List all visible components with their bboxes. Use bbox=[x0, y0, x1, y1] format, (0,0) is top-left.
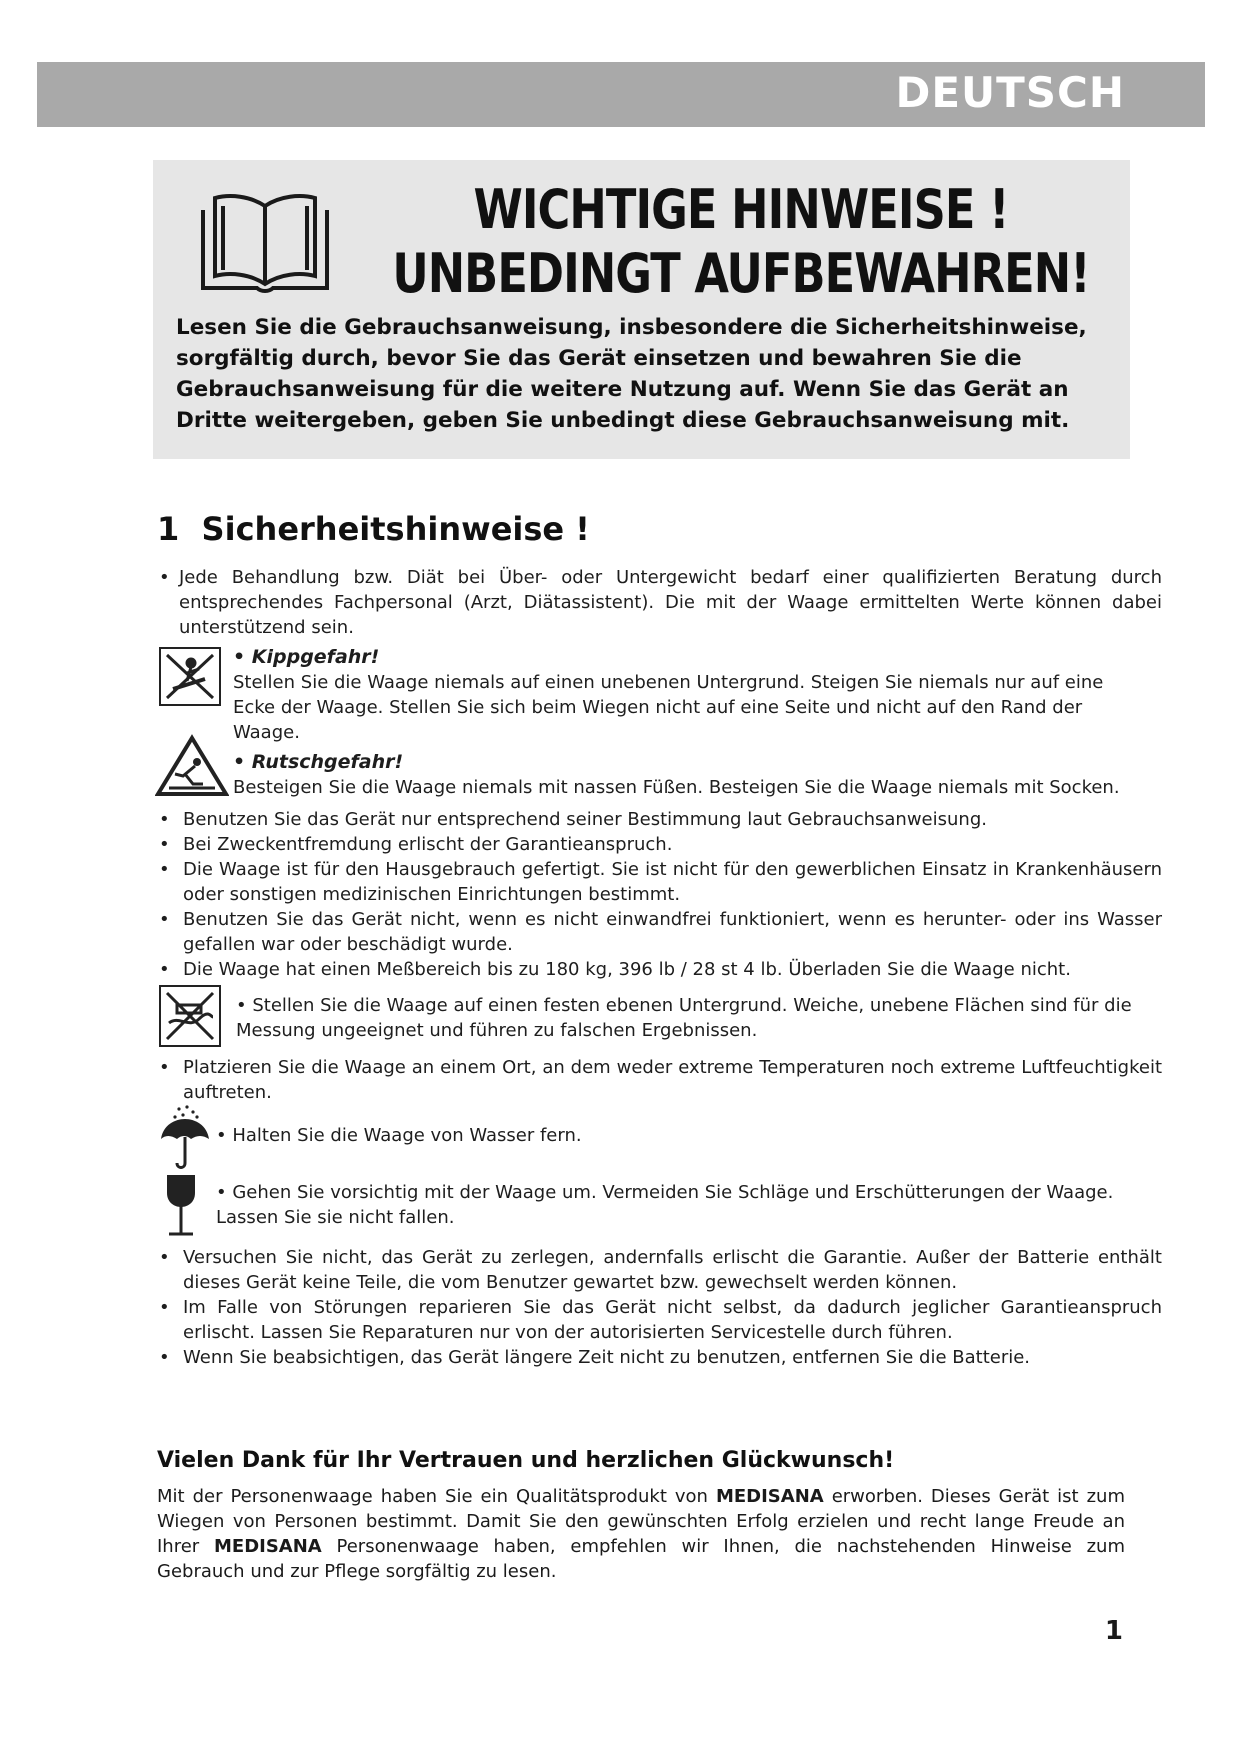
language-header-bar bbox=[37, 62, 1205, 127]
bullet-dot: • bbox=[159, 959, 170, 980]
bullet-dot: • bbox=[159, 859, 170, 880]
bullet-dot: • bbox=[159, 1057, 170, 1078]
section-heading bbox=[157, 510, 590, 548]
bullet-dot: • bbox=[159, 1297, 170, 1318]
umbrella-icon bbox=[157, 1105, 211, 1171]
bullet-dot: • bbox=[159, 909, 170, 930]
list-item-text: Jede Behandlung bzw. Diät bei Über- oder Untergewicht bedarf einer qualifizierten Beratung durch entsprechendes Fachpersonal (Arzt, Diätassistent). Die mit der Waage ermittelten Werte können dabei unterstützend sein. bbox=[179, 567, 1162, 638]
list-item bbox=[157, 857, 1162, 907]
list-item bbox=[157, 807, 1162, 832]
bullet-dot: • bbox=[159, 1247, 170, 1268]
list-item bbox=[157, 565, 1162, 640]
uneven-surface-icon bbox=[159, 985, 221, 1047]
tipping-warning-text: Stellen Sie die Waage niemals auf einen unebenen Untergrund. Steigen Sie niemals nur auf eine Ecke der Waage. Stellen Sie sich beim Wiegen nicht auf eine Seite und nicht auf den Rand der Waage. bbox=[233, 672, 1104, 743]
list-item bbox=[157, 957, 1162, 982]
list-item-text: Versuchen Sie nicht, das Gerät zu zerlegen, andernfalls erlischt die Garantie. Außer der Batterie enthält dieses Gerät keine Teile, die vom Benutzer gewartet bzw. gewechselt werden können. bbox=[183, 1247, 1162, 1293]
bullet-dot: • bbox=[159, 834, 170, 855]
bullet-dot: • bbox=[159, 1347, 170, 1368]
tipping-warning bbox=[233, 645, 1163, 745]
list-item-text: Bei Zweckentfremdung erlischt der Garantieanspruch. bbox=[183, 834, 673, 855]
list-item-text: Die Waage hat einen Meßbereich bis zu 180 kg, 396 lb / 28 st 4 lb. Überladen Sie die Waage nicht. bbox=[183, 959, 1071, 980]
slip-warning-icon bbox=[155, 734, 229, 798]
thanks-text-part2: erworben. Dieses Gerät ist zum Wiegen von Personen bestimmt. Damit Sie den gewünschten Erfolg erzielen und recht lange Freude an Ihrer bbox=[157, 1486, 1125, 1557]
notice-title bbox=[391, 178, 1090, 306]
thanks-text-part1: Mit der Personenwaage haben Sie ein Qualitätsprodukt von bbox=[157, 1486, 708, 1507]
tipping-warning-title: • Kippgefahr! bbox=[233, 646, 380, 668]
list-item bbox=[157, 907, 1162, 957]
notice-title-line1: WICHTIGE HINWEISE ! bbox=[473, 178, 1009, 241]
list-item bbox=[157, 1295, 1162, 1345]
list-item bbox=[157, 1055, 1162, 1105]
fragile-notice: • Gehen Sie vorsichtig mit der Waage um. Vermeiden Sie Schläge und Erschütterungen der Waage. Lassen Sie sie nicht fallen. bbox=[216, 1182, 1114, 1228]
open-book-icon bbox=[195, 184, 335, 299]
brand-name: MEDISANA bbox=[213, 1536, 322, 1557]
list-item bbox=[157, 1345, 1162, 1370]
bullet-dot: • bbox=[159, 567, 170, 588]
section-title: Sicherheitshinweise ! bbox=[201, 510, 590, 548]
list-item-text: Benutzen Sie das Gerät nur entsprechend seiner Bestimmung laut Gebrauchsanweisung. bbox=[183, 809, 987, 830]
language-label: DEUTSCH bbox=[895, 68, 1125, 117]
list-item-text: Die Waage ist für den Hausgebrauch gefertigt. Sie ist nicht für den gewerblichen Einsatz in Krankenhäusern oder sonstigen medizinischen Einrichtungen bestimmt. bbox=[183, 859, 1162, 905]
section-number: 1 bbox=[157, 510, 180, 548]
list-item-text: Wenn Sie beabsichtigen, das Gerät längere Zeit nicht zu benutzen, entfernen Sie die Batterie. bbox=[183, 1347, 1031, 1368]
page-number: 1 bbox=[1104, 1616, 1123, 1646]
tipping-warning-icon bbox=[159, 647, 221, 706]
list-item bbox=[157, 1245, 1162, 1295]
list-item bbox=[157, 832, 1162, 857]
thanks-text-part3: Personenwaage haben, empfehlen wir Ihnen, die nachstehenden Hinweise zum Gebrauch und zur Pflege sorgfältig zu lesen. bbox=[157, 1536, 1125, 1582]
important-notice-box bbox=[153, 160, 1130, 459]
bullet-dot: • bbox=[159, 809, 170, 830]
notice-title-line2: UNBEDINGT AUFBEWAHREN! bbox=[392, 242, 1090, 305]
list-item-text: Platzieren Sie die Waage an einem Ort, an dem weder extreme Temperaturen noch extreme Luftfeuchtigkeit auftreten. bbox=[183, 1057, 1162, 1103]
notice-text: Lesen Sie die Gebrauchsanweisung, insbesondere die Sicherheitshinweise, sorgfältig durch, bevor Sie das Gerät einsetzen und bewahren Sie die Gebrauchsanweisung für die weitere Nutzung auf. Wenn Sie das Gerät an Dritte weitergeben, geben Sie unbedingt diese Gebrauchsanweisung mit. bbox=[176, 315, 1087, 433]
slip-warning-title: • Rutschgefahr! bbox=[233, 751, 404, 773]
brand-name: MEDISANA bbox=[715, 1486, 824, 1507]
thanks-paragraph bbox=[157, 1484, 1125, 1584]
surface-notice: • Stellen Sie die Waage auf einen festen ebenen Untergrund. Weiche, unebene Flächen sind für die Messung ungeeignet und führen zu falschen Ergebnissen. bbox=[236, 995, 1132, 1041]
water-notice: • Halten Sie die Waage von Wasser fern. bbox=[216, 1125, 582, 1146]
fragile-glass-icon bbox=[163, 1173, 199, 1237]
list-item-text: Im Falle von Störungen reparieren Sie das Gerät nicht selbst, da dadurch jeglicher Garantieanspruch erlischt. Lassen Sie Reparaturen nur von der autorisierten Servicestelle durch führen. bbox=[183, 1297, 1162, 1343]
slip-warning bbox=[233, 750, 1163, 800]
slip-warning-text: Besteigen Sie die Waage niemals mit nassen Füßen. Besteigen Sie die Waage niemals mit Socken. bbox=[233, 777, 1120, 798]
list-item-text: Benutzen Sie das Gerät nicht, wenn es nicht einwandfrei funktioniert, wenn es herunter- oder ins Wasser gefallen war oder beschädigt wurde. bbox=[183, 909, 1162, 955]
thanks-heading: Vielen Dank für Ihr Vertrauen und herzlichen Glückwunsch! bbox=[157, 1448, 895, 1473]
